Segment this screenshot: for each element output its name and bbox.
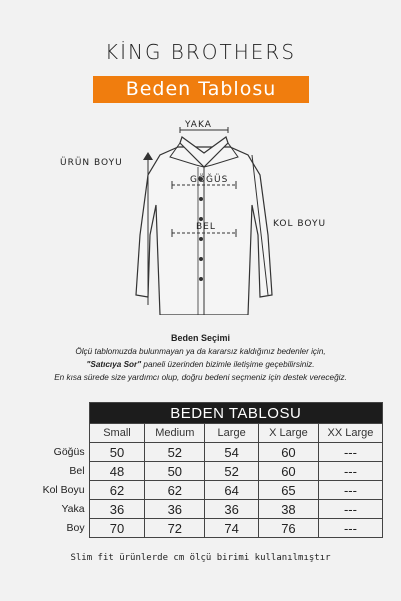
table-row	[23, 519, 383, 538]
label-chest: GÖĞÜS	[190, 175, 229, 185]
table-cell: 64	[205, 481, 259, 500]
shirt-illustration	[0, 115, 401, 315]
size-header: XX Large	[318, 424, 382, 443]
table-cell: 54	[205, 443, 259, 462]
table-cell: 36	[89, 500, 145, 519]
size-header: Small	[89, 424, 145, 443]
info-line-1: Ölçü tablomuzda bulunmayan ya da kararsız kaldığınız bedenler için,	[75, 347, 326, 356]
table-cell: ---	[318, 462, 382, 481]
table-row	[23, 462, 383, 481]
page-banner: Beden Tablosu	[93, 76, 309, 103]
table-cell: ---	[318, 481, 382, 500]
size-header: X Large	[258, 424, 318, 443]
table-cell: 52	[145, 443, 205, 462]
table-cell: 48	[89, 462, 145, 481]
brand-name: KİNG BROTHERS	[104, 40, 297, 64]
label-waist: BEL	[196, 222, 216, 232]
table-cell: ---	[318, 443, 382, 462]
size-table	[23, 402, 383, 538]
row-label: Boy	[23, 519, 89, 538]
label-length: ÜRÜN BOYU	[60, 158, 123, 168]
size-header: Large	[205, 424, 259, 443]
seller-ask-label: "Satıcıya Sor"	[86, 360, 142, 369]
table-cell: ---	[318, 500, 382, 519]
footer-note: Slim fit ürünlerde cm ölçü birimi kullanılmıştır	[70, 553, 331, 563]
info-title: Beden Seçimi	[170, 333, 231, 343]
row-label: Göğüs	[23, 443, 89, 462]
table-cell: 36	[205, 500, 259, 519]
table-cell: 65	[258, 481, 318, 500]
table-cell: 36	[145, 500, 205, 519]
table-cell: 74	[205, 519, 259, 538]
shirt-diagram	[0, 115, 401, 315]
table-cell: 72	[145, 519, 205, 538]
info-line-3: En kısa sürede size yardımcı olup, doğru bedeni seçmeniz için destek vereceğiz.	[54, 373, 347, 382]
label-collar: YAKA	[185, 120, 212, 130]
table-cell: 70	[89, 519, 145, 538]
row-label: Kol Boyu	[23, 481, 89, 500]
table-title: BEDEN TABLOSU	[89, 403, 382, 424]
table-row	[23, 481, 383, 500]
table-row	[23, 443, 383, 462]
table-cell: 60	[258, 443, 318, 462]
table-cell: 76	[258, 519, 318, 538]
table-cell: 50	[89, 443, 145, 462]
table-row	[23, 500, 383, 519]
table-cell: 62	[145, 481, 205, 500]
info-line-2: "Satıcıya Sor" paneli üzerinden bizimle iletişime geçebilirsiniz.	[86, 360, 315, 369]
row-label: Bel	[23, 462, 89, 481]
table-cell: 38	[258, 500, 318, 519]
size-header: Medium	[145, 424, 205, 443]
table-cell: ---	[318, 519, 382, 538]
table-cell: 52	[205, 462, 259, 481]
table-cell: 50	[145, 462, 205, 481]
row-label: Yaka	[23, 500, 89, 519]
table-cell: 60	[258, 462, 318, 481]
table-cell: 62	[89, 481, 145, 500]
label-sleeve: KOL BOYU	[273, 219, 327, 229]
